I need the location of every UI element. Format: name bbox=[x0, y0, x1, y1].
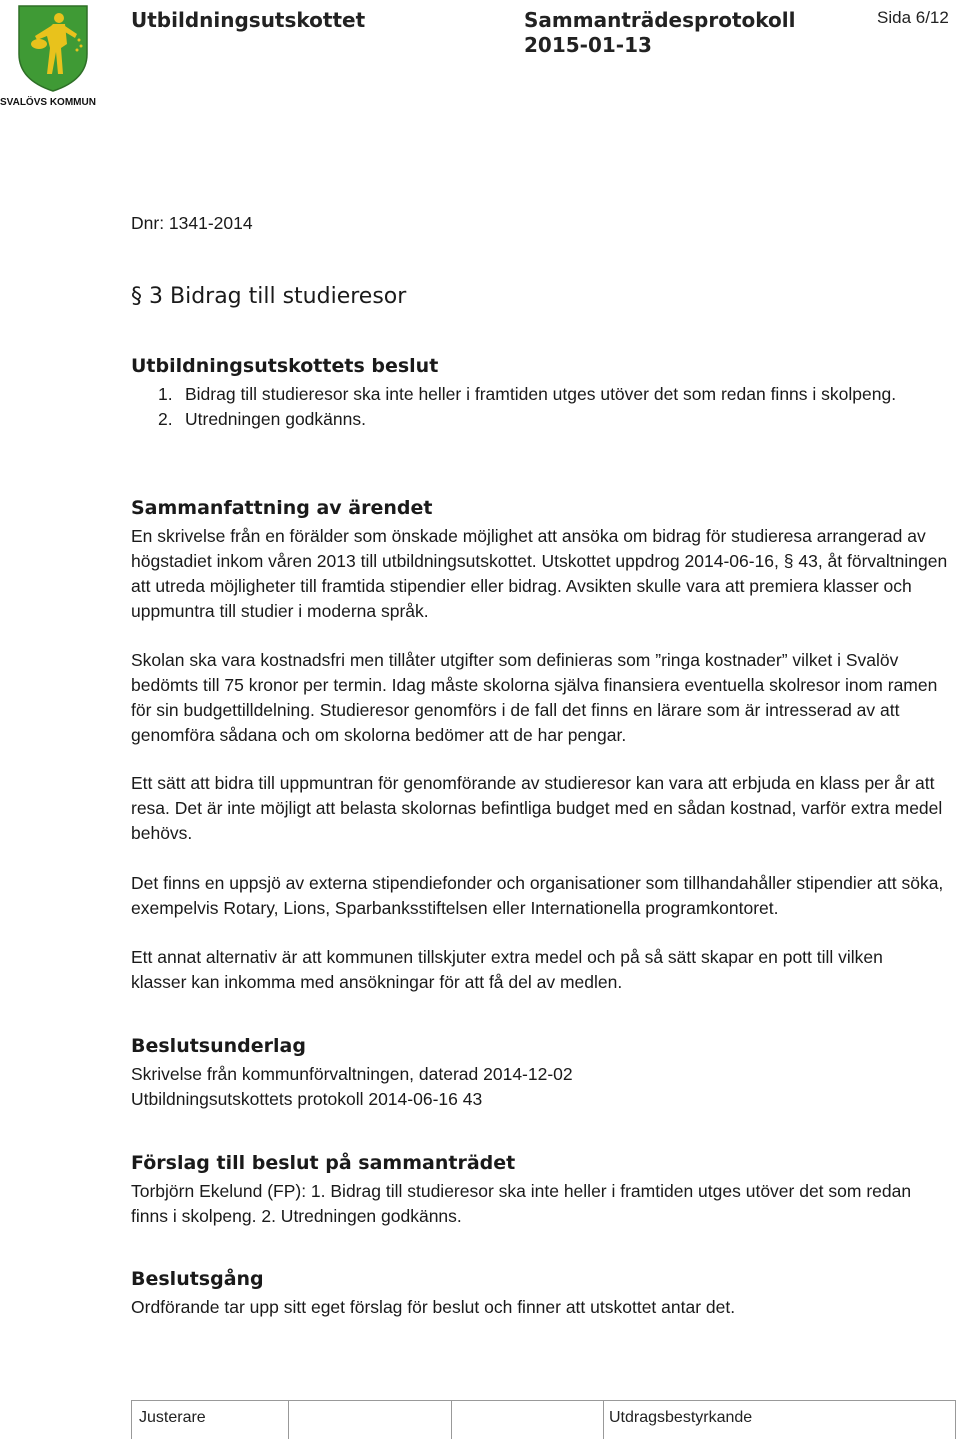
basis-line: Utbildningsutskottets protokoll 2014-06-16 43 bbox=[131, 1089, 483, 1109]
summary-paragraph: Ett sätt att bidra till uppmuntran för genomförande av studieresor kan vara att erbjuda en klass per år att resa. Det är inte möjligt att belasta skolornas befintliga budget med en sådan kostnad, varför extra medel behövs. bbox=[131, 773, 943, 843]
committee-name: Utbildningsutskottet bbox=[131, 8, 366, 32]
footer-divider bbox=[288, 1400, 289, 1439]
basis-heading: Beslutsunderlag bbox=[131, 1035, 306, 1057]
footer-divider bbox=[131, 1400, 132, 1439]
procedure-text: Ordförande tar upp sitt eget förslag för beslut och finner att utskottet antar det. bbox=[131, 1297, 736, 1317]
summary-paragraph: En skrivelse från en förälder som önskade möjlighet att ansöka om bidrag för studieresa arrangerad av högstadiet inkom våren 2013 till utbildningsutskottet. Utskottet uppdrog 2014-06-16, § 43, åt förvaltningen att utreda möjligheter till framtida stipendier eller bidrag. Avsikten skulle vara att premiera klasser och uppmuntra till studier i moderna språk. bbox=[131, 526, 948, 621]
summary-paragraph: Ett annat alternativ är att kommunen tillskjuter extra medel och på så sätt skapar en pott till vilken klasser kan inkomma med ansökningar för att få del av medlen. bbox=[131, 947, 883, 992]
footer-divider bbox=[451, 1400, 452, 1439]
protocol-type: Sammanträdesprotokoll bbox=[524, 8, 796, 32]
coat-of-arms-icon bbox=[17, 4, 89, 92]
municipality-name: SVALÖVS KOMMUN bbox=[0, 97, 96, 108]
page-number: Sida 6/12 bbox=[877, 8, 949, 27]
decision-heading: Utbildningsutskottets beslut bbox=[131, 355, 439, 377]
summary-heading: Sammanfattning av ärendet bbox=[131, 497, 433, 519]
list-number: 2. bbox=[158, 409, 173, 429]
procedure-heading: Beslutsgång bbox=[131, 1268, 264, 1290]
summary-paragraph: Skolan ska vara kostnadsfri men tillåter utgifter som definieras som ”ringa kostnader” vilket i Svalöv bedömts till 75 kronor per termin. Idag måste skolorna själva finansiera eventuella skolresor inom ramen för sin budgettilldelning. Studieresor genomförs i de fall det finns en lärare som är intresserad av att genomföra sådana och om skolorna bedömer att de har pengar. bbox=[131, 650, 938, 745]
decision-list bbox=[158, 382, 918, 432]
list-number: 1. bbox=[158, 384, 173, 404]
basis-line: Skrivelse från kommunförvaltningen, daterad 2014-12-02 bbox=[131, 1064, 573, 1084]
municipality-logo bbox=[0, 4, 110, 108]
adjusters-label: Justerare bbox=[139, 1409, 206, 1426]
signature-footer bbox=[131, 1400, 956, 1439]
section-title: § 3 Bidrag till studieresor bbox=[131, 284, 407, 309]
certification-label: Utdragsbestyrkande bbox=[609, 1409, 753, 1426]
footer-divider bbox=[955, 1400, 956, 1439]
list-item bbox=[158, 407, 918, 432]
case-number: Dnr: 1341-2014 bbox=[131, 213, 253, 233]
meeting-date: 2015-01-13 bbox=[524, 33, 652, 57]
proposal-heading: Förslag till beslut på sammanträdet bbox=[131, 1152, 516, 1174]
list-text: Bidrag till studieresor ska inte heller i framtiden utges utöver det som redan finns i skolpeng. bbox=[185, 384, 897, 404]
footer-divider bbox=[603, 1400, 604, 1439]
summary-paragraph: Det finns en uppsjö av externa stipendiefonder och organisationer som tillhandahåller stipendier att söka, exempelvis Rotary, Lions, Sparbanksstiftelsen eller Internationella programkontoret. bbox=[131, 873, 944, 918]
list-text: Utredningen godkänns. bbox=[185, 409, 366, 429]
list-item bbox=[158, 382, 918, 407]
footer-rule bbox=[131, 1400, 956, 1401]
proposal-text: Torbjörn Ekelund (FP): 1. Bidrag till studieresor ska inte heller i framtiden utges utöver det som redan finns i skolpeng. 2. Utredningen godkänns. bbox=[131, 1181, 912, 1226]
